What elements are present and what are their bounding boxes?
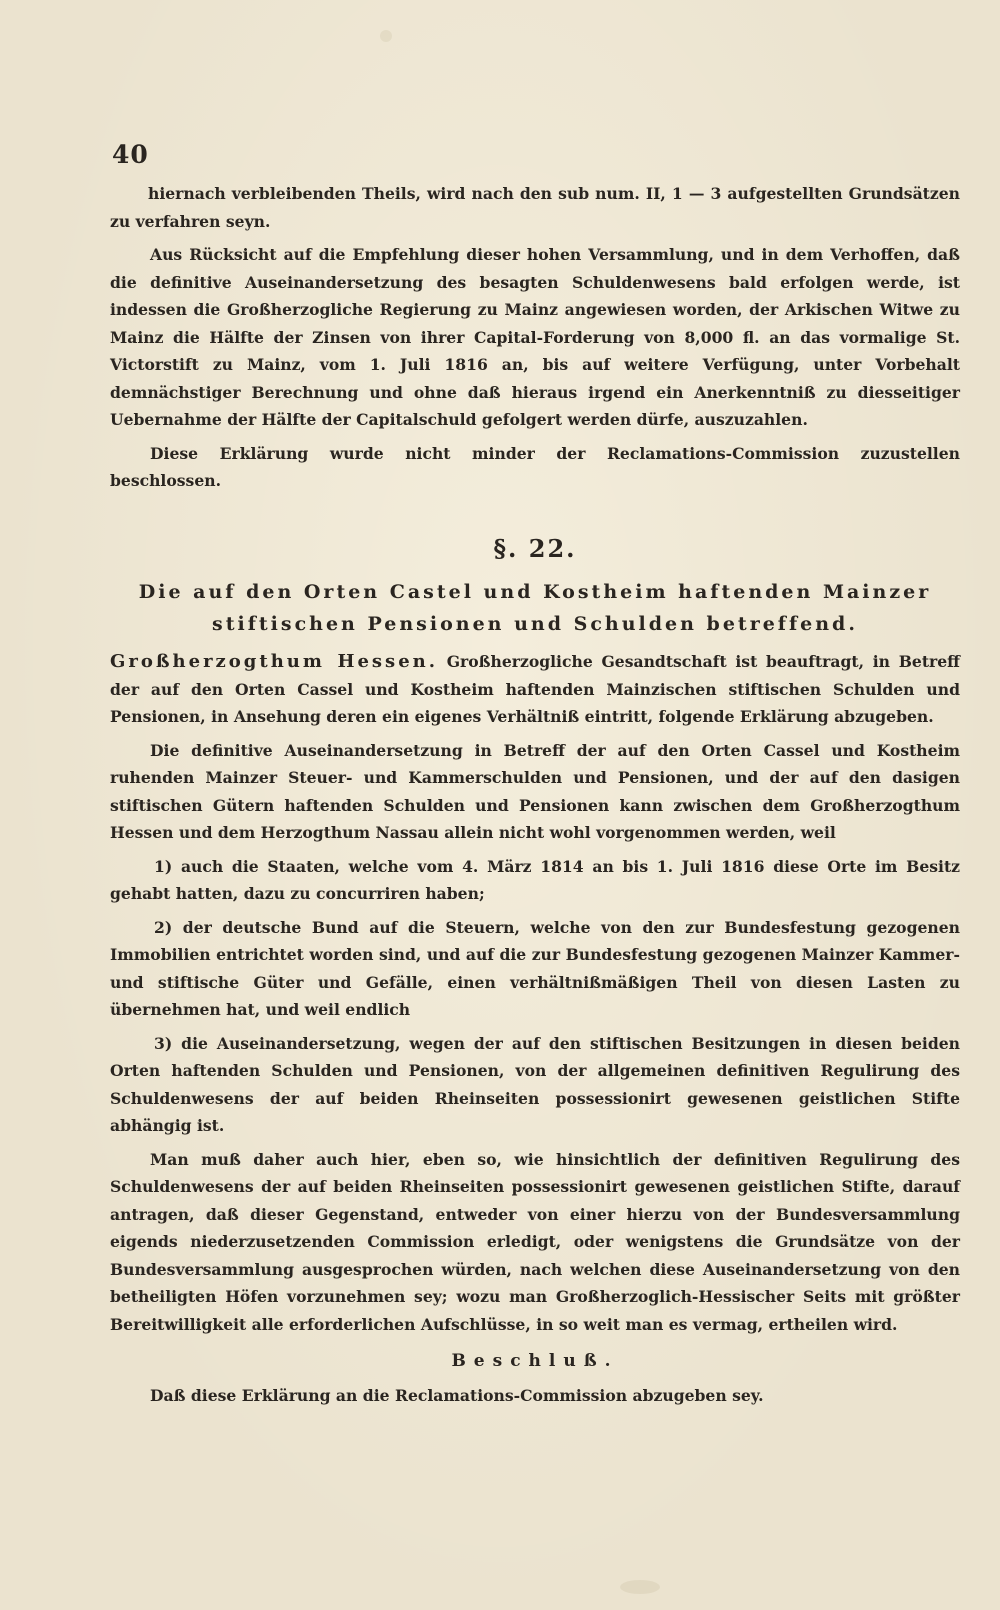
resolution-heading: Beschluß. — [451, 1351, 619, 1371]
paragraph: hiernach verbleibenden Theils, wird nach den sub num. II, 1 — 3 aufgestellten Grundsätzen zu verfahren seyn. — [110, 184, 960, 231]
paper-stain — [380, 30, 392, 42]
section-number: §. 22. — [493, 533, 577, 563]
paper-stain — [620, 1580, 660, 1594]
paragraph: Man muß daher auch hier, eben so, wie hinsichtlich der definitiven Regulirung des Schuldenwesens der auf beiden Rheinseiten possessionirt gewesenen geistlichen Stifte, darauf antragen, daß dieser Gegenstand, entweder von einer hierzu von der Bundesversammlung eigends niederzusetzenden Commission erledigt, oder wenigstens die Grundsätze von der Bundesversammlung ausgesprochen würden, nach welchen diese Auseinandersetzung von den betheiligten Höfen vorzunehmen sey; wozu man Großherzoglich-Hessischer Seits mit größter Bereitwilligkeit alle erforderlichen Aufschlüsse, in so weit man es vermag, ertheilen wird. — [110, 1149, 960, 1334]
list-item: 2) der deutsche Bund auf die Steuern, welche von den zur Bundesfestung gezogenen Immobilien entrichtet worden sind, und auf die zur Bundesfestung gezogenen Mainzer Kammer- und stiftische Güter und Gefälle, einen verhältnißmäßigen Theil von diesen Lasten zu übernehmen hat, und weil endlich — [110, 917, 960, 1019]
paragraph-text: Großherzogliche Gesandtschaft ist beauftragt, in Betreff der auf den Orten Cassel und Kostheim haftenden Mainzischen stiftischen Schulden und Pensionen, in Ansehung deren ein eigenes Verhältniß eintritt, folgende Erklärung abzugeben. — [110, 652, 960, 726]
page-number: 40 — [112, 140, 149, 169]
paragraph: Die definitive Auseinandersetzung in Betreff der auf den Orten Cassel und Kostheim ruhenden Mainzer Steuer- und Kammerschulden und Pensionen, und der auf den dasigen stiftischen Gütern haftenden Schulden und Pensionen kann zwischen dem Großherzogthum Hessen und dem Herzogthum Nassau allein nicht wohl vorgenommen werden, weil — [110, 740, 960, 842]
paragraph: Diese Erklärung wurde nicht minder der Reclamations-Commission zuzustellen beschlossen. — [110, 443, 960, 490]
paragraph: Daß diese Erklärung an die Reclamations-Commission abzugeben sey. — [150, 1385, 764, 1405]
body-text — [110, 180, 960, 1415]
paragraph — [110, 648, 960, 731]
state-name: Großherzogthum Hessen. — [110, 651, 438, 672]
list-item: 1) auch die Staaten, welche vom 4. März 1814 an bis 1. Juli 1816 diese Orte im Besitz gehabt hatten, dazu zu concurriren haben; — [110, 856, 960, 903]
section-heading: Die auf den Orten Castel und Kostheim haftenden Mainzer stiftischen Pensionen und Schulden betreffend. — [138, 581, 932, 635]
paragraph: Aus Rücksicht auf die Empfehlung dieser hohen Versammlung, und in dem Verhoffen, daß die definitive Auseinandersetzung des besagten Schuldenwesens bald erfolgen werde, ist indessen die Großherzogliche Regierung zu Mainz angewiesen worden, der Arkischen Witwe zu Mainz die Hälfte der Zinsen von ihrer Capital-Forderung von 8,000 fl. an das vormalige St. Victorstift zu Mainz, vom 1. Juli 1816 an, bis auf weitere Verfügung, unter Vorbehalt demnächstiger Berechnung und ohne daß hieraus irgend ein Anerkenntniß zu diesseitiger Uebernahme der Hälfte der Capitalschuld gefolgert werden dürfe, auszuzahlen. — [110, 245, 960, 429]
list-item: 3) die Auseinandersetzung, wegen der auf den stiftischen Besitzungen in diesen beiden Orten haftenden Schulden und Pensionen, von der allgemeinen definitiven Regulirung des Schuldenwesens der auf beiden Rheinseiten possessionirt gewesenen geistlichen Stifte abhängig ist. — [110, 1033, 960, 1135]
